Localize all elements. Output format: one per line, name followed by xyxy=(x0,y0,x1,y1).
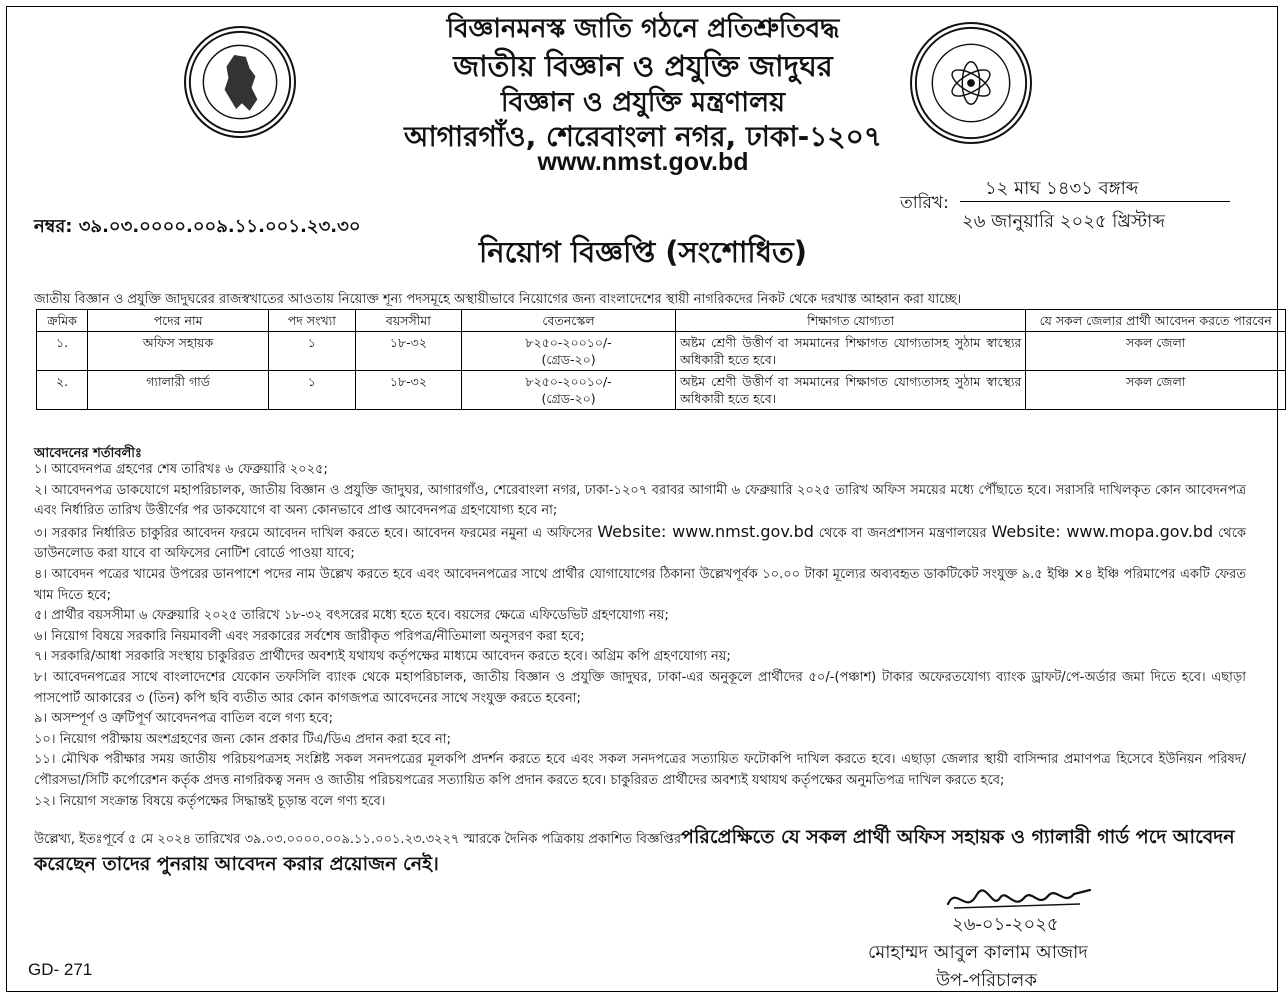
cell-scale xyxy=(462,371,676,410)
gd-number: GD- 271 xyxy=(28,960,93,979)
condition-item: ২। আবেদনপত্র ডাকযোগে মহাপরিচালক, জাতীয় বিজ্ঞান ও প্রযুক্তি জাদুঘর, আগারগাঁও, শেরেবাংলা নগর, ঢাকা-১২০৭ বরাবর আগামী ৬ ফেব্রুয়ারি ২০২৫ তারিখ অফিস সময়ের মধ্যে পৌঁছাতে হবে। সরাসরি দাখিলকৃত কোন আবেদনপত্র এবং নির্ধারিত তারিখ উত্তীর্ণের পর ডাকযোগে বা অন্য কোনভাবে প্রাপ্ত আবেদনপত্র গ্রহণযোগ্য হবে না; xyxy=(34,482,1246,519)
cell-count: ১ xyxy=(269,371,356,410)
condition-item: ৯। অসম্পূর্ণ ও ত্রুটিপূর্ণ আবেদনপত্র বাতিল বলে গণ্য হবে; xyxy=(34,711,333,727)
note-emphasis: পরিপ্রেক্ষিতে যে সকল প্রার্থী অফিস সহায়ক ও গ্যালারী গার্ড পদে আবেদন করেছেন তাদের পুনরায় আবেদন করার প্রয়োজন নেই। xyxy=(34,826,1235,875)
conditions-list xyxy=(34,460,1246,812)
signatory-designation: উপ-পরিচালক xyxy=(936,970,1037,991)
nmst-website-link[interactable]: Website: www.nmst.gov.bd xyxy=(597,521,814,541)
condition-item: ১২। নিয়োগ সংক্রান্ত বিষয়ে কর্তৃপক্ষের সিদ্ধান্তই চূড়ান্ত বলে গণ্য হবে। xyxy=(34,793,386,809)
cell-serial: ২. xyxy=(37,371,88,410)
col-header-scale: বেতনস্কেল xyxy=(462,310,676,332)
cell-district: সকল জেলা xyxy=(1026,332,1286,371)
conditions-heading: আবেদনের শর্তাবলীঃ xyxy=(34,446,142,461)
cell-scale xyxy=(462,332,676,371)
header-address: আগারগাঁও, শেরেবাংলা নগর, ঢাকা-১২০৭ xyxy=(404,120,882,153)
table-row xyxy=(37,371,1286,410)
condition-text: ৩। সরকার নির্ধারিত চাকুরির আবেদন ফরমে আবেদন দাখিল করতে হবে। আবেদন ফরমের নমুনা এ অফিসের xyxy=(34,525,593,541)
header-ministry: বিজ্ঞান ও প্রযুক্তি মন্ত্রণালয় xyxy=(500,87,786,118)
note-paragraph xyxy=(34,825,1246,879)
header-website-link[interactable]: www.nmst.gov.bd xyxy=(537,148,749,176)
date-bengali: ১২ মাঘ ১৪৩১ বঙ্গাব্দ xyxy=(985,178,1139,199)
condition-item: ১০। নিয়োগ পরীক্ষায় অংশগ্রহণের জন্য কোন প্রকার টিএ/ডিএ প্রদান করা হবে না; xyxy=(34,731,451,747)
condition-text: থেকে বা জনপ্রশাসন মন্ত্রণালয়ের xyxy=(818,525,987,541)
condition-item: ৫। প্রার্থীর বয়সসীমা ৬ ফেব্রুয়ারি ২০২৫ তারিখে ১৮-৩২ বৎসরের মধ্যে হতে হবে। বয়সের ক্ষেত্রে এফিডেভিট গ্রহণযোগ্য নয়; xyxy=(34,608,669,624)
condition-item: ১১। মৌখিক পরীক্ষার সময় জাতীয় পরিচয়পত্রসহ সংশ্লিষ্ট সকল সনদপত্রের মূলকপি প্রদর্শন করতে হবে এবং সকল সনদপত্রের সত্যায়িত ফটোকপি দাখিল করতে হবে। এছাড়া জেলার স্থায়ী বাসিন্দার প্রমাণপত্র হিসেবে ইউনিয়ন পরিষদ/পৌরসভা/সিটি কর্পোরেশন কর্তৃক প্রদত্ত নাগরিকত্ব সনদ ও জাতীয় পরিচয়পত্রের সত্যায়িত কপি প্রদান করতে হবে। চাকুরিরত প্রার্থীদের অবশ্যই যথাযথ কর্তৃপক্ষের অনুমতিপত্র দাখিল করতে হবে; xyxy=(34,752,1246,788)
col-header-count: পদ সংখ্যা xyxy=(269,310,356,332)
condition-item xyxy=(34,522,1246,565)
col-header-serial: ক্রমিক xyxy=(37,310,88,332)
mopa-website-link[interactable]: Website: www.mopa.gov.bd xyxy=(991,521,1214,541)
cell-age: ১৮-৩২ xyxy=(355,332,461,371)
notice-title: নিয়োগ বিজ্ঞপ্তি (সংশোধিত) xyxy=(479,235,807,269)
cell-qualification: অষ্টম শ্রেণী উত্তীর্ণ বা সমমানের শিক্ষাগত যোগ্যতাসহ সুঠাম স্বাস্থ্যের অধিকারী হতে হবে। xyxy=(675,371,1025,410)
cell-grade: (গ্রেড-২০) xyxy=(541,391,596,406)
cell-district: সকল জেলা xyxy=(1026,371,1286,410)
cell-serial: ১. xyxy=(37,332,88,371)
note-text: উল্লেখ্য, ইতঃপূর্বে ৫ মে ২০২৪ তারিখের ৩৯.০৩.০০০০.০০৯.১১.০০১.২৩.৩২২৭ স্মারকে দৈনিক পত্রিকায় প্রকাশিত বিজ্ঞপ্তির xyxy=(34,832,682,847)
cell-qualification: অষ্টম শ্রেণী উত্তীর্ণ বা সমমানের শিক্ষাগত যোগ্যতাসহ সুঠাম স্বাস্থ্যের অধিকারী হতে হবে। xyxy=(675,332,1025,371)
table-header-row xyxy=(37,310,1286,332)
condition-item: ৬। নিয়োগ বিষয়ে সরকারি নিয়মাবলী এবং সরকারের সর্বশেষ জারীকৃত পরিপত্র/নীতিমালা অনুসরণ করা হবে; xyxy=(34,628,585,644)
col-header-age: বয়সসীমা xyxy=(355,310,461,332)
col-header-post: পদের নাম xyxy=(88,310,269,332)
col-header-qualification: শিক্ষাগত যোগ্যতা xyxy=(675,310,1025,332)
table-row xyxy=(37,332,1286,371)
condition-item: ৮। আবেদনপত্রের সাথে বাংলাদেশের যেকোন তফসিলি ব্যাংক থেকে মহাপরিচালক, জাতীয় বিজ্ঞান ও প্রযুক্তি জাদুঘর, ঢাকা-এর অনুকূলে প্রার্থীদের ৫০/-(পঞ্চাশ) টাকার অফেরতযোগ্য ব্যাংক ড্রাফট/পে-অর্ডার জমা দিতে হবে। এছাড়া পাসপোর্ট আকারের ৩ (তিন) কপি ছবি ব্যতীত আর কোন কাগজপত্র আবেদনের সাথে সংযুক্ত করতে হবেনা; xyxy=(34,669,1246,706)
vacancy-table xyxy=(36,309,1286,410)
cell-grade: (গ্রেড-২০) xyxy=(541,352,596,367)
header-organization: জাতীয় বিজ্ঞান ও প্রযুক্তি জাদুঘর xyxy=(453,49,833,83)
date-label: তারিখ: xyxy=(900,193,949,213)
date-divider xyxy=(960,201,1230,202)
signature-date: ২৬-০১-২০২৫ xyxy=(952,914,1059,935)
cell-post: গ্যালারী গার্ড xyxy=(88,371,269,410)
signatory-name: মোহাম্মদ আবুল কালাম আজাদ xyxy=(868,942,1088,963)
cell-count: ১ xyxy=(269,332,356,371)
cell-age: ১৮-৩২ xyxy=(355,371,461,410)
condition-item: ৪। আবেদন পত্রের খামের উপরের ডানপাশে পদের নাম উল্লেখ করতে হবে এবং আবেদনপত্রের সাথে প্রার্থীর যোগাযোগের ঠিকানা উল্লেখপূর্বক ১০.০০ টাকা মূল্যের অব্যবহৃত ডাকটিকেট সংযুক্ত ৯.৫ ইঞ্চি ×৪ ইঞ্চি পরিমাপের একটি ফেরত খাম দিতে হবে; xyxy=(34,566,1246,603)
col-header-district: যে সকল জেলার প্রার্থী আবেদন করতে পারবেন xyxy=(1026,310,1286,332)
date-gregorian: ২৬ জানুয়ারি ২০২৫ খ্রিস্টাব্দ xyxy=(962,211,1166,232)
condition-item: ৭। সরকারি/আধা সরকারি সংস্থায় চাকুরিরত প্রার্থীদের অবশ্যই যথাযথ কর্তৃপক্ষের মাধ্যমে আবেদন করতে হবে। অগ্রিম কপি গ্রহণযোগ্য নয়; xyxy=(34,649,731,665)
cell-scale-value: ৮২৫০-২০০১০/- xyxy=(525,374,612,389)
cell-scale-value: ৮২৫০-২০০১০/- xyxy=(525,335,612,350)
cell-post: অফিস সহায়ক xyxy=(88,332,269,371)
header-motto: বিজ্ঞানমনস্ক জাতি গঠনে প্রতিশ্রুতিবদ্ধ xyxy=(446,14,840,44)
memo-number: নম্বর: ৩৯.০৩.০০০০.০০৯.১১.০০১.২৩.৩০ xyxy=(34,216,361,237)
condition-text: থেকে ডাউনলোড করা যাবে বা অফিসের নোটিশ বোর্ডে পাওয়া যাবে; xyxy=(34,525,1247,562)
condition-item: ১। আবেদনপত্র গ্রহণের শেষ তারিখঃ ৬ ফেব্রুয়ারি ২০২৫; xyxy=(34,462,328,477)
intro-text: জাতীয় বিজ্ঞান ও প্রযুক্তি জাদুঘরের রাজস্বখাতের আওতায় নিয়োক্ত শূন্য পদসমূহে অস্থায়ীভাবে নিয়োগের জন্য বাংলাদেশের স্থায়ী নাগরিকদের নিকট থেকে দরখাস্ত আহ্বান করা যাচ্ছে। xyxy=(34,292,962,307)
